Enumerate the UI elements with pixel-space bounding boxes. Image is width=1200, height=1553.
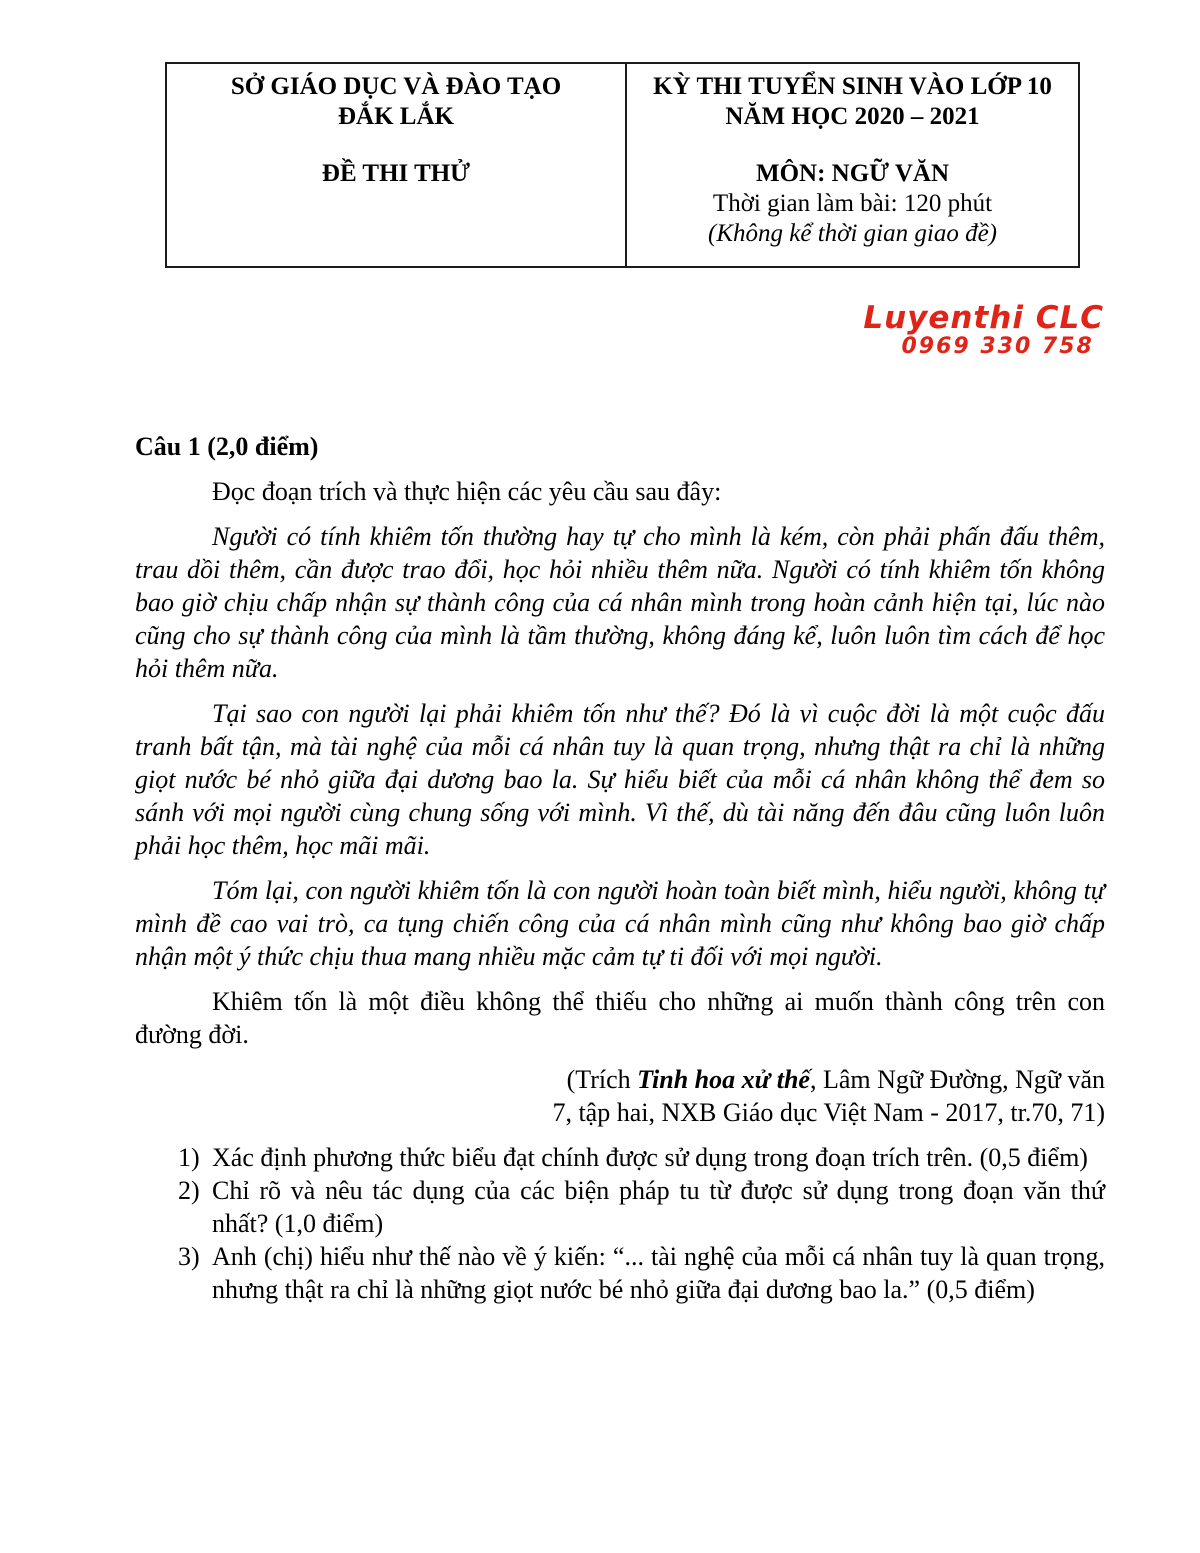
header-right-cell <box>627 64 1078 266</box>
subquestion-list <box>135 1141 1105 1306</box>
citation-prefix: (Trích <box>566 1065 638 1094</box>
question-section <box>135 430 1105 1306</box>
subquestion-3 <box>135 1240 1105 1306</box>
quote-paragraph-2: Tại sao con người lại phải khiêm tốn như thế? Đó là vì cuộc đời là một cuộc đấu tranh bất tận, mà tài nghệ của mỗi cá nhân tuy là quan trọng, nhưng thật ra chỉ là những giọt nước bé nhỏ giữa đại dương bao la. Sự hiểu biết của mỗi cá nhân không thể đem so sánh với mọi người cùng chung sống với mình. Vì thế, dù tài năng đến đâu cũng luôn luôn phải học thêm, học mãi mãi. <box>135 699 1105 860</box>
question-heading: Câu 1 (2,0 điểm) <box>135 432 319 461</box>
subquestion-1-number: 1) <box>178 1143 200 1172</box>
subquestion-2-number: 2) <box>178 1176 200 1205</box>
subquestion-3-text: Anh (chị) hiểu như thế nào về ý kiến: “... tài nghệ của mỗi cá nhân tuy là quan trọng, nhưng thật ra chỉ là những giọt nước bé nhỏ giữa đại dương bao la.” (0,5 điểm) <box>212 1242 1105 1304</box>
header-left-cell <box>167 64 627 266</box>
citation-book-title: Tinh hoa xử thế <box>637 1065 810 1094</box>
citation-line2: 7, tập hai, NXB Giáo dục Việt Nam - 2017, tr.70, 71) <box>552 1098 1105 1127</box>
subquestion-2-text: Chỉ rõ và nêu tác dụng của các biện pháp tu từ được sử dụng trong đoạn văn thứ nhất? (1,0 điểm) <box>212 1176 1105 1238</box>
citation-suffix: , Lâm Ngữ Đường, Ngữ văn <box>809 1065 1105 1094</box>
header-table <box>165 62 1080 268</box>
logo-phone: 0969 330 758 <box>901 334 1094 360</box>
subquestion-3-number: 3) <box>178 1242 200 1271</box>
source-citation <box>135 1063 1105 1129</box>
duration-line: Thời gian làm bài: 120 phút <box>712 190 993 217</box>
subject-line: MÔN: NGỮ VĂN <box>755 160 950 187</box>
subquestion-2 <box>135 1174 1105 1240</box>
school-year: NĂM HỌC 2020 – 2021 <box>725 103 980 130</box>
quote-closing-paragraph: Khiêm tốn là một điều không thể thiếu cho những ai muốn thành công trên con đường đời. <box>135 987 1105 1049</box>
logo <box>863 301 1104 359</box>
logo-name: Luyenthi CLC <box>863 300 1104 336</box>
department-name: SỞ GIÁO DỤC VÀ ĐÀO TẠO <box>230 73 562 100</box>
quote-paragraph-1: Người có tính khiêm tốn thường hay tự cho mình là kém, còn phải phấn đấu thêm, trau dồi thêm, cần được trao đổi, học hỏi nhiều thêm nữa. Người có tính khiêm tốn không bao giờ chịu chấp nhận sự thành công của cá nhân mình trong hoàn cảnh hiện tại, lúc nào cũng cho sự thành công của mình là tầm thường, không đáng kể, luôn luôn tìm cách để học hỏi thêm nữa. <box>135 522 1105 683</box>
subquestion-1 <box>135 1141 1105 1174</box>
province-name: ĐẮK LẮK <box>338 103 454 130</box>
exam-name: KỲ THI TUYỂN SINH VÀO LỚP 10 <box>653 73 1052 100</box>
exam-type-label: ĐỀ THI THỬ <box>321 160 471 187</box>
quote-paragraph-3: Tóm lại, con người khiêm tốn là con người hoàn toàn biết mình, hiểu người, không tự mình đề cao vai trò, ca tụng chiến công của cá nhân mình cũng như không bao giờ chấp nhận một ý thức chịu thua mang nhiều mặc cảm tự ti đối với mọi người. <box>135 876 1105 971</box>
question-intro: Đọc đoạn trích và thực hiện các yêu cầu sau đây: <box>212 477 722 506</box>
subquestion-1-text: Xác định phương thức biểu đạt chính được sử dụng trong đoạn trích trên. (0,5 điểm) <box>212 1143 1088 1172</box>
duration-note: (Không kể thời gian giao đề) <box>708 220 997 247</box>
